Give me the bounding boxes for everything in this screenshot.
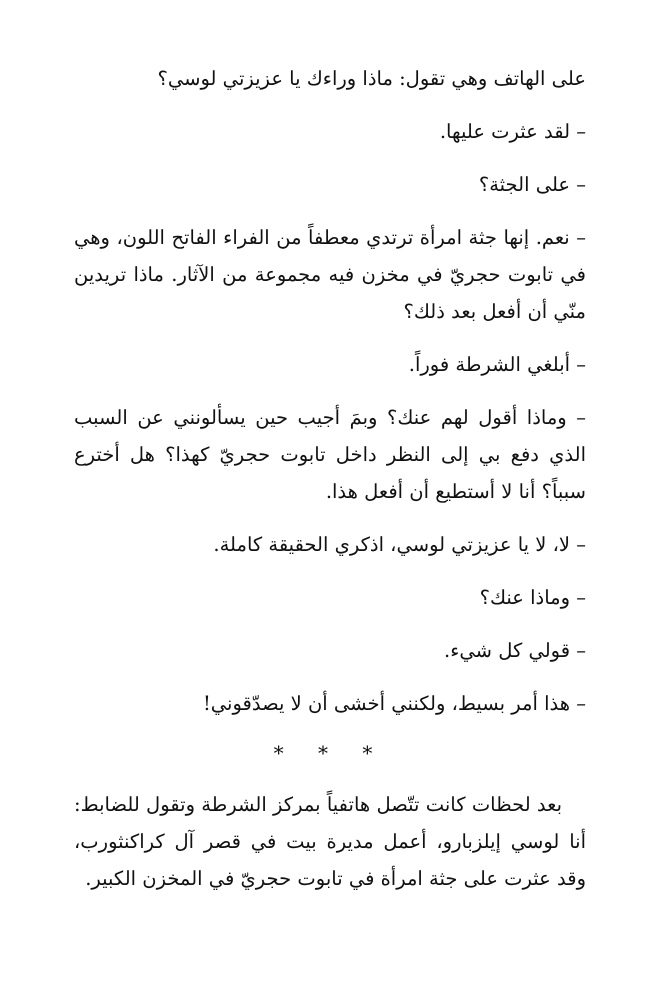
dialogue-line-1: – لقد عثرت عليها. (439, 120, 586, 143)
dialogue-line-6: – لا، لا يا عزيزتي لوسي، اذكري الحقيقة كاملة. (213, 533, 586, 556)
dialogue-line-2: – على الجثة؟ (478, 173, 586, 196)
section-separator: * * * (273, 741, 387, 765)
closing-paragraph: بعد لحظات كانت تتّصل هاتفياً بمركز الشرطة وتقول للضابط: أنا لوسي إيلزبارو، أعمل مديرة بيت في قصر آل كراكنثورب، وقد عثرت على جثة امرأة في تابوت حجريّ في المخزن الكبير. (74, 793, 586, 890)
dialogue-line-5: – وماذا أقول لهم عنك؟ وبمَ أجيب حين يسألونني عن السبب الذي دفع بي إلى النظر داخل تابوت حجريّ كهذا؟ هل أخترع سبباً؟ أنا لا أستطيع أن أفعل هذا. (74, 406, 586, 503)
paragraph-phone-call: على الهاتف وهي تقول: ماذا وراءك يا عزيزتي لوسي؟ (157, 67, 586, 90)
dialogue-line-9: – هذا أمر بسيط، ولكنني أخشى أن لا يصدّقوني! (202, 692, 586, 715)
dialogue-line-3: – نعم. إنها جثة امرأة ترتدي معطفاً من الفراء الفاتح اللون، وهي في تابوت حجريّ في مخزن فيه مجموعة من الآثار. ماذا تريدين منّي أن أفعل بعد ذلك؟ (74, 226, 586, 323)
dialogue-line-4: – أبلغي الشرطة فوراً. (408, 353, 586, 376)
dialogue-line-8: – قولي كل شيء. (444, 639, 586, 662)
book-page (74, 60, 586, 913)
dialogue-line-7: – وماذا عنك؟ (479, 586, 586, 609)
